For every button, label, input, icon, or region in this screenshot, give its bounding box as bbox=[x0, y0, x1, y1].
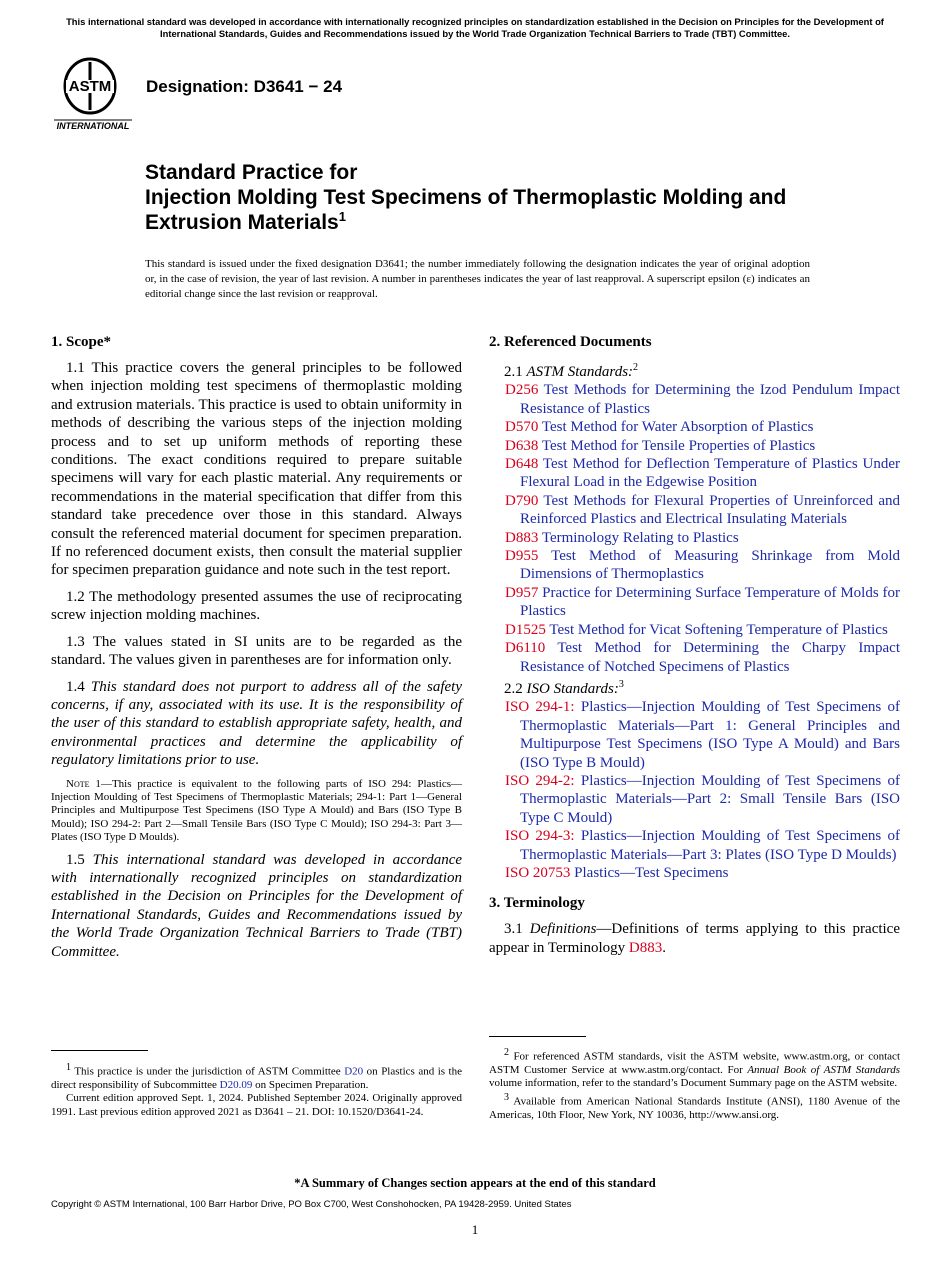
reference-item[interactable] bbox=[489, 639, 900, 676]
logo-subtext: INTERNATIONAL bbox=[56, 121, 130, 131]
logo-text: ASTM bbox=[68, 78, 112, 95]
footnote-1-edition: Current edition approved Sept. 1, 2024. Published September 2024. Originally approved 1991. Last previous edition approved 2021 as D3641 – 21. DOI: 10.1520/D3641-24. bbox=[51, 1092, 462, 1118]
reference-code[interactable]: ISO 294-2: bbox=[505, 772, 575, 789]
reference-title[interactable]: Test Method for Tensile Properties of Plastics bbox=[541, 437, 816, 454]
astm-logo bbox=[52, 56, 134, 132]
reference-title[interactable]: Plastics—Injection Moulding of Test Specimens of Thermoplastic Materials—Part 2: Small Tensile Bars (ISO Type C Mould) bbox=[520, 772, 900, 826]
reference-title[interactable]: Plastics—Test Specimens bbox=[574, 864, 729, 881]
footnotes-left bbox=[51, 1061, 462, 1119]
reference-code[interactable]: D955 bbox=[505, 548, 539, 565]
reference-title[interactable]: Test Method for Determining the Charpy Impact Resistance of Notched Specimens of Plastics bbox=[520, 640, 900, 675]
reference-code[interactable]: D638 bbox=[505, 437, 539, 454]
section-1-5: 1.5 This international standard was developed in accordance with internationally recognized principles on standardization established in the Decision on Principles for the Development of International Standards, Guides and Recommendations issued by the World Trade Organization Technical Barriers to Trade (TBT) Committee. bbox=[51, 851, 463, 960]
reference-code[interactable]: D957 bbox=[505, 584, 539, 601]
footnote-2: $^2$ For referenced ASTM standards, visit the ASTM website, www.astm.org, or contact ASTM Customer Service at www.astm.org/contact. For Annual Book of ASTM Standards volume information, refer to the standard’s Document Summary page on the ASTM website. bbox=[489, 1047, 900, 1090]
reference-code[interactable]: D648 bbox=[505, 456, 539, 473]
section-3-1: 3.1 Definitions—Definitions of terms applying to this practice appear in Terminology D883. bbox=[489, 921, 901, 956]
reference-code[interactable]: ISO 20753 bbox=[505, 864, 571, 881]
reference-item[interactable] bbox=[489, 772, 900, 827]
copyright: Copyright © ASTM International, 100 Barr Harbor Drive, PO Box C700, West Conshohocken, PA 19428-2959. United States bbox=[51, 1199, 572, 1210]
page-number: 1 bbox=[471, 1222, 479, 1237]
reference-code[interactable]: ISO 294-3: bbox=[505, 828, 575, 845]
reference-item[interactable] bbox=[489, 381, 900, 418]
reference-title[interactable]: Test Method for Water Absorption of Plastics bbox=[541, 419, 814, 436]
right-column bbox=[489, 333, 900, 965]
reference-title[interactable]: Terminology Relating to Plastics bbox=[541, 529, 739, 546]
reference-title[interactable]: Plastics—Injection Moulding of Test Specimens of Thermoplastic Materials—Part 3: Plates (ISO Type D Moulds) bbox=[520, 828, 900, 863]
reference-item[interactable] bbox=[489, 827, 900, 864]
title-line-2: Injection Molding Test Specimens of Thermoplastic Molding and Extrusion Materials bbox=[145, 186, 787, 234]
footnote-3: $^3$ Available from American National Standards Institute (ANSI), 1180 Avenue of the Americas, 10th Floor, New York, NY 10036, http://www.ansi.org. bbox=[489, 1091, 900, 1121]
reference-code[interactable]: D790 bbox=[505, 492, 539, 509]
reference-title[interactable]: Test Methods for Determining the Izod Pendulum Impact Resistance of Plastics bbox=[520, 382, 900, 417]
note-1: Note 1—This practice is equivalent to the following parts of ISO 294: Plastics—Injection Moulding of Test Specimens of Thermoplastic Materials; 294-1: Part 1—General Principles and Multipurpose Test Specimens (ISO Type A Mould) and Bars (ISO Type B Mould); ISO 294-2: Part 2—Small Tensile Bars (ISO Type C Mould); ISO 294-3: Part 3—Plates (ISO Type D Moulds). bbox=[51, 777, 462, 844]
reference-item[interactable] bbox=[489, 621, 900, 639]
section-1-2: 1.2 The methodology presented assumes the use of reciprocating screw injection molding machines. bbox=[51, 588, 462, 624]
standard-notice: This international standard was developed in accordance with internationally recognized principles on standardization established in the Decision on Principles for the Development of International Standards, Guides and Recommendations issued by the World Trade Organization Technical Barriers to Trade (TBT) Committee. bbox=[66, 16, 884, 39]
reference-item[interactable] bbox=[489, 418, 900, 436]
d20-link[interactable]: D20 bbox=[344, 1065, 364, 1078]
title-line-1: Standard Practice for bbox=[145, 161, 358, 184]
reference-item[interactable] bbox=[489, 547, 900, 584]
reference-item[interactable] bbox=[489, 492, 900, 529]
left-column bbox=[51, 333, 462, 969]
reference-title[interactable]: Test Method for Deflection Temperature of Plastics Under Flexural Load in the Edgewise Position bbox=[520, 456, 900, 491]
footnote-rule-left bbox=[51, 1050, 148, 1051]
reference-item[interactable] bbox=[489, 437, 900, 455]
footnotes-right bbox=[489, 1046, 900, 1122]
reference-code[interactable]: D1525 bbox=[505, 621, 546, 638]
footnote-1: $^1$ This practice is under the jurisdiction of ASTM Committee D20 on Plastics and is the direct responsibility of Subcommittee D20.09 on Specimen Preparation. bbox=[51, 1062, 462, 1092]
reference-item[interactable] bbox=[489, 698, 900, 772]
reference-title[interactable]: Practice for Determining Surface Temperature of Molds for Plastics bbox=[520, 584, 900, 620]
footnote-rule-right bbox=[489, 1036, 586, 1037]
d883-link[interactable]: D883 bbox=[628, 939, 663, 956]
reference-code[interactable]: D883 bbox=[505, 529, 539, 546]
reference-code[interactable]: D6110 bbox=[505, 640, 546, 657]
document-title bbox=[145, 160, 845, 235]
referenced-documents-heading: 2. Referenced Documents bbox=[489, 334, 652, 350]
astm-reference-list bbox=[489, 381, 900, 676]
summary-of-changes-notice: *A Summary of Changes section appears at the end of this standard bbox=[294, 1176, 656, 1190]
section-1-1: 1.1 This practice covers the general principles to be followed when injection molding test specimens of thermoplastic molding and extrusion materials. This practice is used to obtain uniformity in methods of describing the various steps of the injection molding process and to set up uniform methods of reporting these conditions. The exact conditions required to prepare suitable specimens will vary for each plastic material. Any requirements or recommendations in the material specification that differ from this standard take precedence over those in this standard. Always consult the referenced material document for specimen preparation. If no referenced document exists, then consult the material supplier for specimen preparation guidance and note such in the test report. bbox=[51, 360, 462, 579]
section-1-4: 1.4 This standard does not purport to address all of the safety concerns, if any, associated with its use. It is the responsibility of the user of this standard to establish appropriate safety, health, and environmental practices and determine the applicability of regulatory limitations prior to use. bbox=[51, 678, 463, 769]
d20-09-link[interactable]: D20.09 bbox=[219, 1079, 253, 1092]
reference-item[interactable] bbox=[489, 584, 900, 621]
reference-item[interactable] bbox=[489, 864, 900, 882]
iso-standards-label: 2.2 ISO Standards:$^3$ bbox=[504, 678, 624, 697]
iso-reference-list bbox=[489, 698, 900, 882]
reference-title[interactable]: Test Methods for Flexural Properties of Unreinforced and Reinforced Plastics and Electrical Insulating Materials bbox=[520, 492, 901, 528]
intro-paragraph: This standard is issued under the fixed designation D3641; the number immediately following the designation indicates the year of original adoption or, in the case of revision, the year of last revision. A number in parentheses indicates the year of last reapproval. A superscript epsilon (ε) indicates an editorial change since the last revision or reapproval. bbox=[145, 258, 810, 300]
reference-title[interactable]: Test Method for Vicat Softening Temperature of Plastics bbox=[549, 621, 888, 638]
section-1-3: 1.3 The values stated in SI units are to be regarded as the standard. The values given in parentheses are for information only. bbox=[51, 633, 462, 669]
reference-title[interactable]: Plastics—Injection Moulding of Test Specimens of Thermoplastic Materials—Part 1: General Principles and Multipurpose Test Specimens (ISO Type A Mould) and Bars (ISO Type B Mould) bbox=[520, 699, 900, 771]
reference-code[interactable]: D256 bbox=[505, 382, 539, 399]
scope-heading: 1. Scope* bbox=[51, 334, 111, 350]
astm-standards-label: 2.1 ASTM Standards:$^2$ bbox=[504, 362, 639, 380]
reference-item[interactable] bbox=[489, 529, 900, 547]
reference-title[interactable]: Test Method of Measuring Shrinkage from Mold Dimensions of Thermoplastics bbox=[520, 548, 900, 583]
reference-code[interactable]: D570 bbox=[505, 419, 539, 436]
reference-code[interactable]: ISO 294-1: bbox=[505, 699, 575, 716]
terminology-heading: 3. Terminology bbox=[489, 895, 585, 912]
reference-item[interactable] bbox=[489, 455, 900, 492]
designation: Designation: D3641 − 24 bbox=[146, 77, 343, 96]
title-footnote-marker: 1 bbox=[338, 209, 346, 224]
